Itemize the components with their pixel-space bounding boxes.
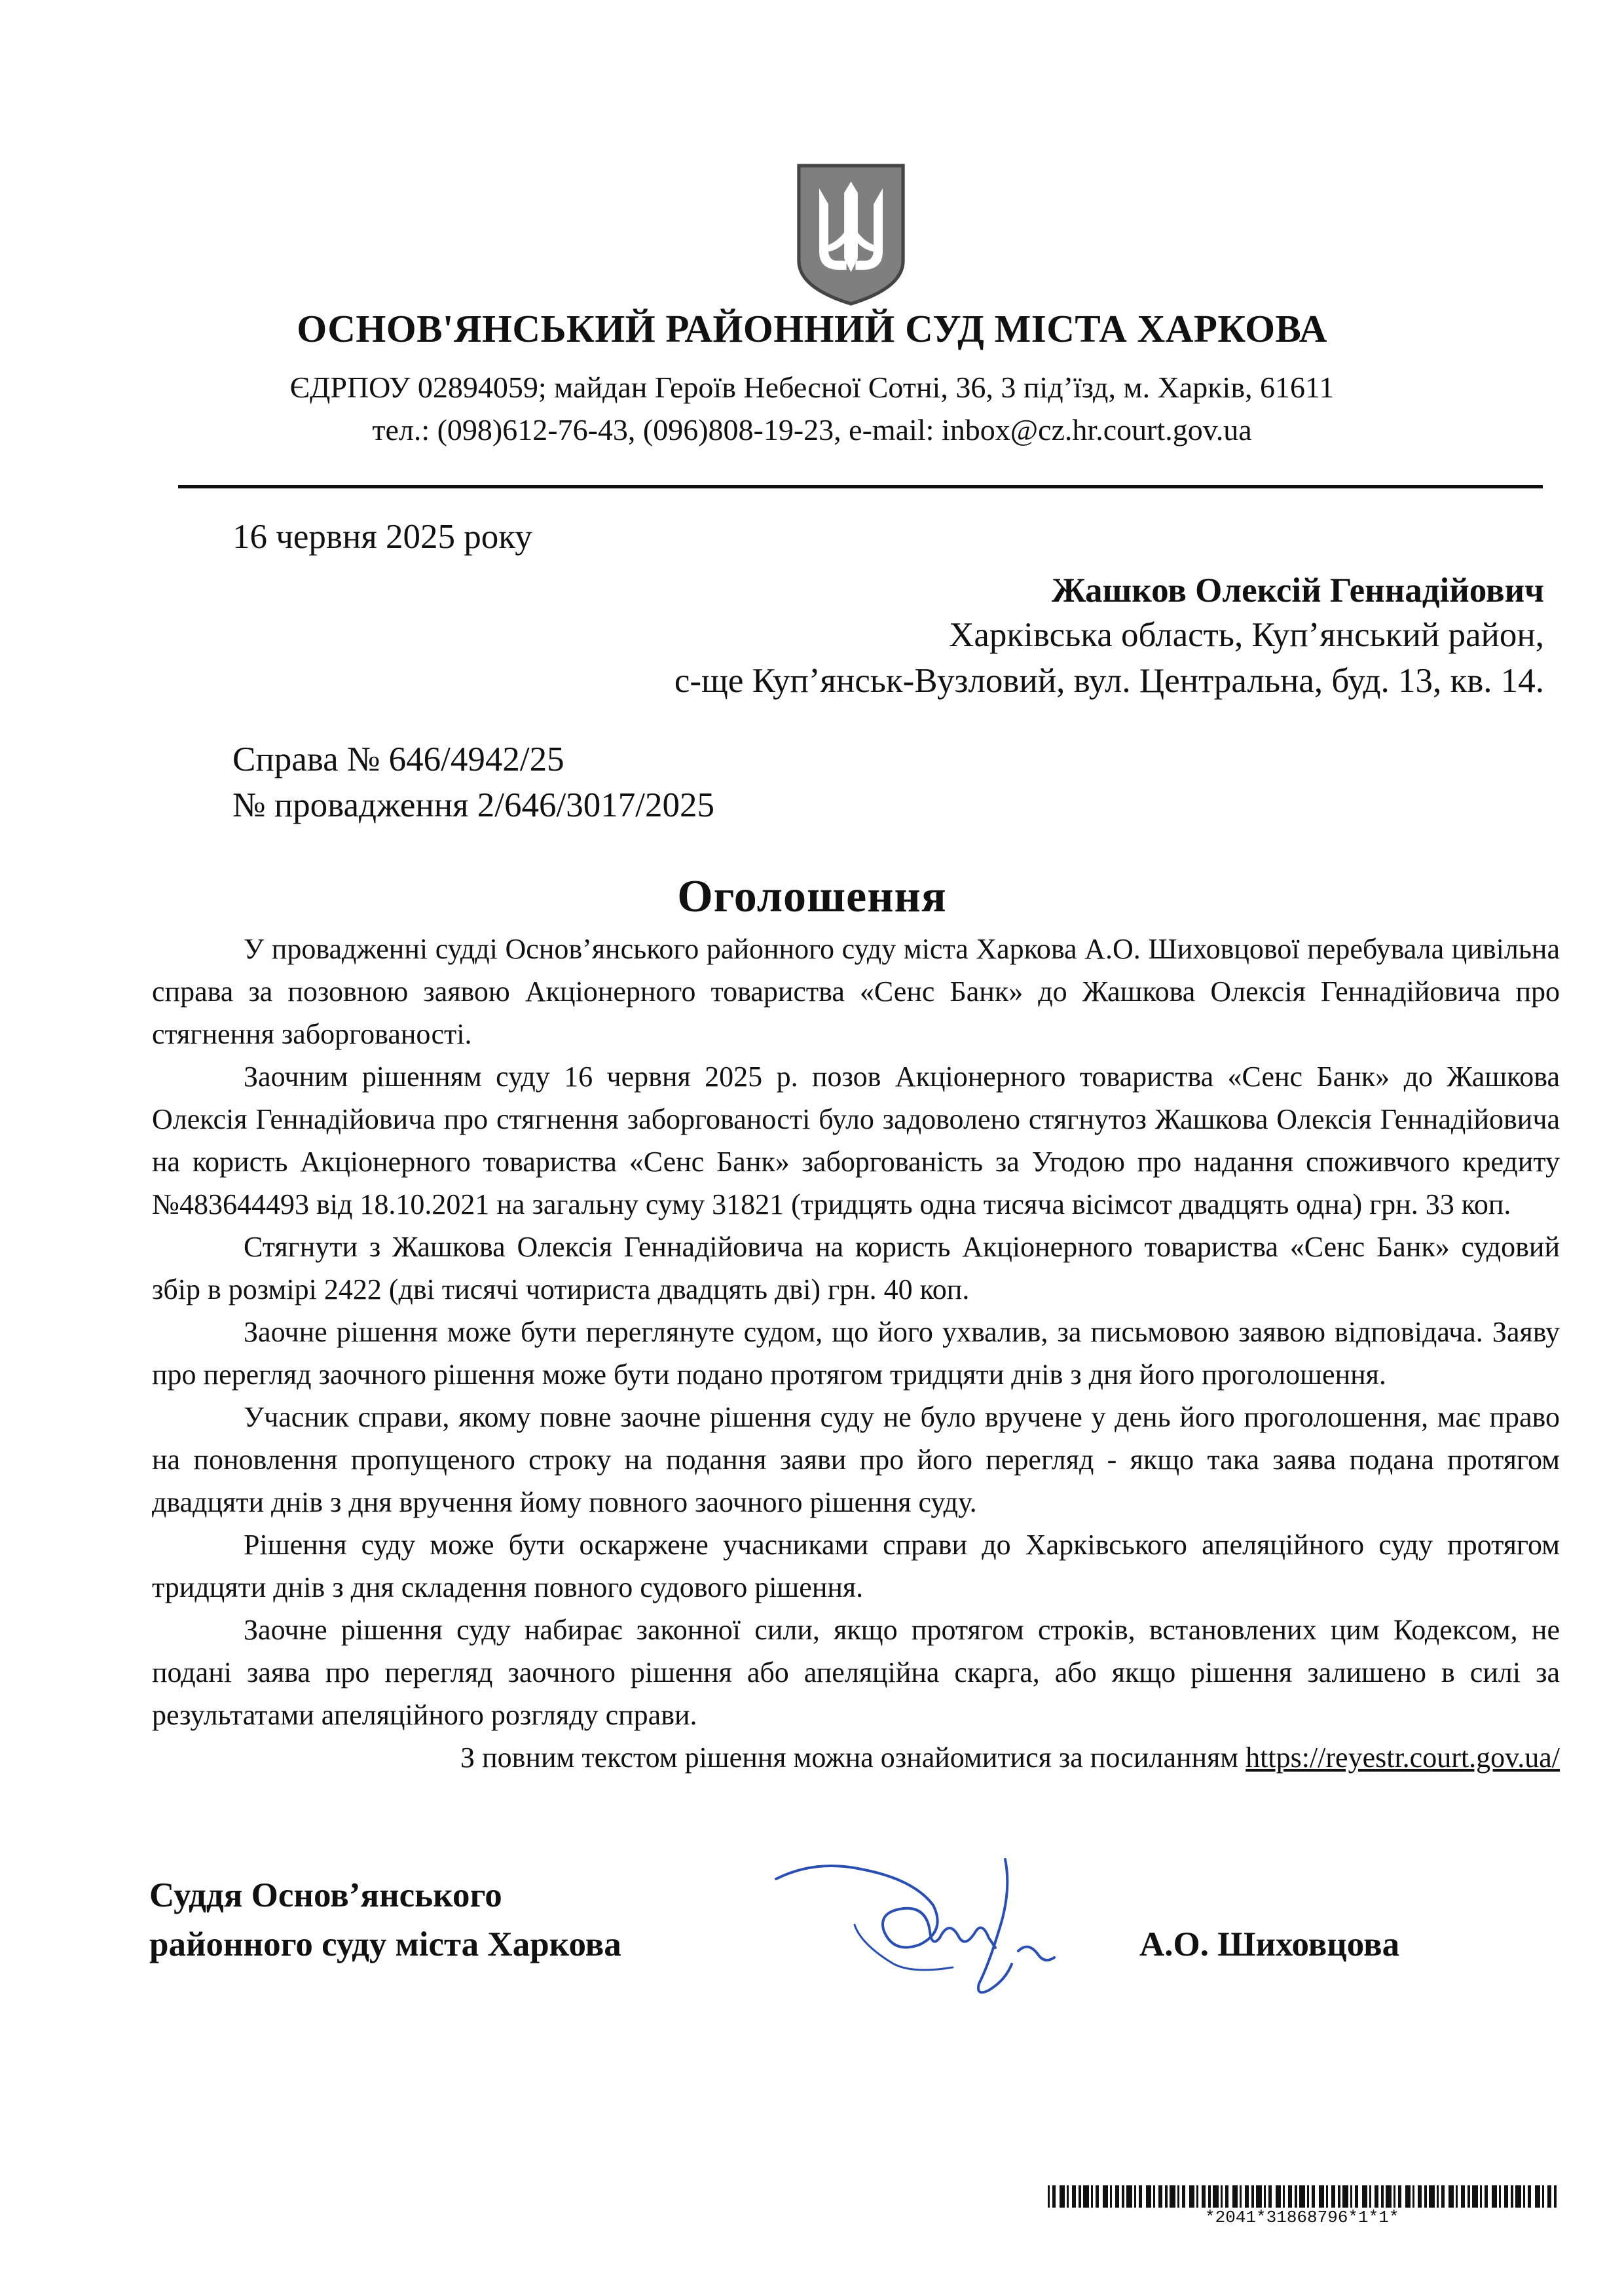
handwritten-signature [763,1833,1077,2030]
barcode [1048,2185,1560,2208]
court-name: ОСНОВ'ЯНСЬКИЙ РАЙОННИЙ СУД МІСТА ХАРКОВА [297,307,1327,350]
signature-title-line2: районного суду міста Харкова [149,1925,621,1963]
document-date: 16 червня 2025 року [232,518,532,556]
paragraph: Учасник справи, якому повне заочне рішення суду не було вручене у день його проголошення, має право на поновлення пропущеного строку на подання заяви про його перегляд - якщо така заява подана протягом двадцяти днів з дня вручення йому повного заочного рішення суду. [152,1401,1560,1518]
header-divider [178,485,1543,488]
paragraph: Заочне рішення може бути переглянуте судом, що його ухвалив, за письмовою заявою відповідача. Заяву про перегляд заочного рішення може бути подано протягом тридцяти днів з дня його проголошення. [152,1316,1560,1391]
barcode-number: *2041*31868796*1*1* [1205,2208,1399,2227]
court-address: ЄДРПОУ 02894059; майдан Героїв Небесної Сотні, 36, 3 під’їзд, м. Харків, 61611 [289,371,1335,404]
registry-link[interactable]: https://reyestr.court.gov.ua/ [1246,1741,1560,1774]
coat-of-arms-icon [794,160,908,309]
announcement-body [152,928,1560,1779]
case-number: Справа № 646/4942/25 [232,740,564,778]
paragraph: Стягнути з Жашкова Олексія Геннадійовича на користь Акціонерного товариства «Сенс Банк» судовий збір в розмірі 2422 (дві тисячі чотириста двадцять дві) грн. 40 коп. [152,1231,1560,1305]
link-intro-text: З повним текстом рішення можна ознайомитися за посиланням [460,1741,1246,1774]
paragraph: Заочним рішенням суду 16 червня 2025 р. позов Акціонерного товариства «Сенс Банк» до Жашкова Олексія Геннадійовича про стягнення заборгованості було задоволено стягнутоз Жашкова Олексія Геннадійовича на користь Акціонерного товариства «Сенс Банк» заборгованість за Угодою про надання споживчого кредиту №483644493 від 18.10.2021 на загальну суму 31821 (тридцять одна тисяча вісімсот двадцять одна) грн. 33 коп. [152,1061,1560,1220]
addressee-name: Жашков Олексій Геннадійович [1051,572,1544,610]
addressee-street: с-ще Куп’янськ-Вузловий, вул. Центральна, буд. 13, кв. 14. [674,662,1544,700]
addressee-region: Харківська область, Куп’янський район, [949,616,1544,654]
court-contacts: тел.: (098)612-76-43, (096)808-19-23, e-mail: inbox@cz.hr.court.gov.ua [372,413,1252,446]
paragraph: У провадженні судді Основ’янського районного суду міста Харкова А.О. Шиховцової перебувала цивільна справа за позовною заявою Акціонерного товариства «Сенс Банк» до Жашкова Олексія Геннадійовича про стягнення заборгованості. [152,933,1560,1050]
paragraph: Рішення суду може бути оскаржене учасниками справи до Харківського апеляційного суду протягом тридцяти днів з дня складення повного судового рішення. [152,1529,1560,1603]
signature-title-line1: Суддя Основ’янського [149,1876,502,1914]
link-paragraph [152,1736,1560,1779]
judge-name: А.О. Шиховцова [1139,1925,1400,1963]
announcement-title: Оголошення [677,871,947,922]
paragraph: Заочне рішення суду набирає законної сили, якщо протягом строків, встановлених цим Кодексом, не подані заява про перегляд заочного рішення або апеляційна скарга, або якщо рішення залишено в силі за результатами апеляційного розгляду справи. [152,1614,1560,1731]
proceeding-number: № провадження 2/646/3017/2025 [232,786,714,824]
